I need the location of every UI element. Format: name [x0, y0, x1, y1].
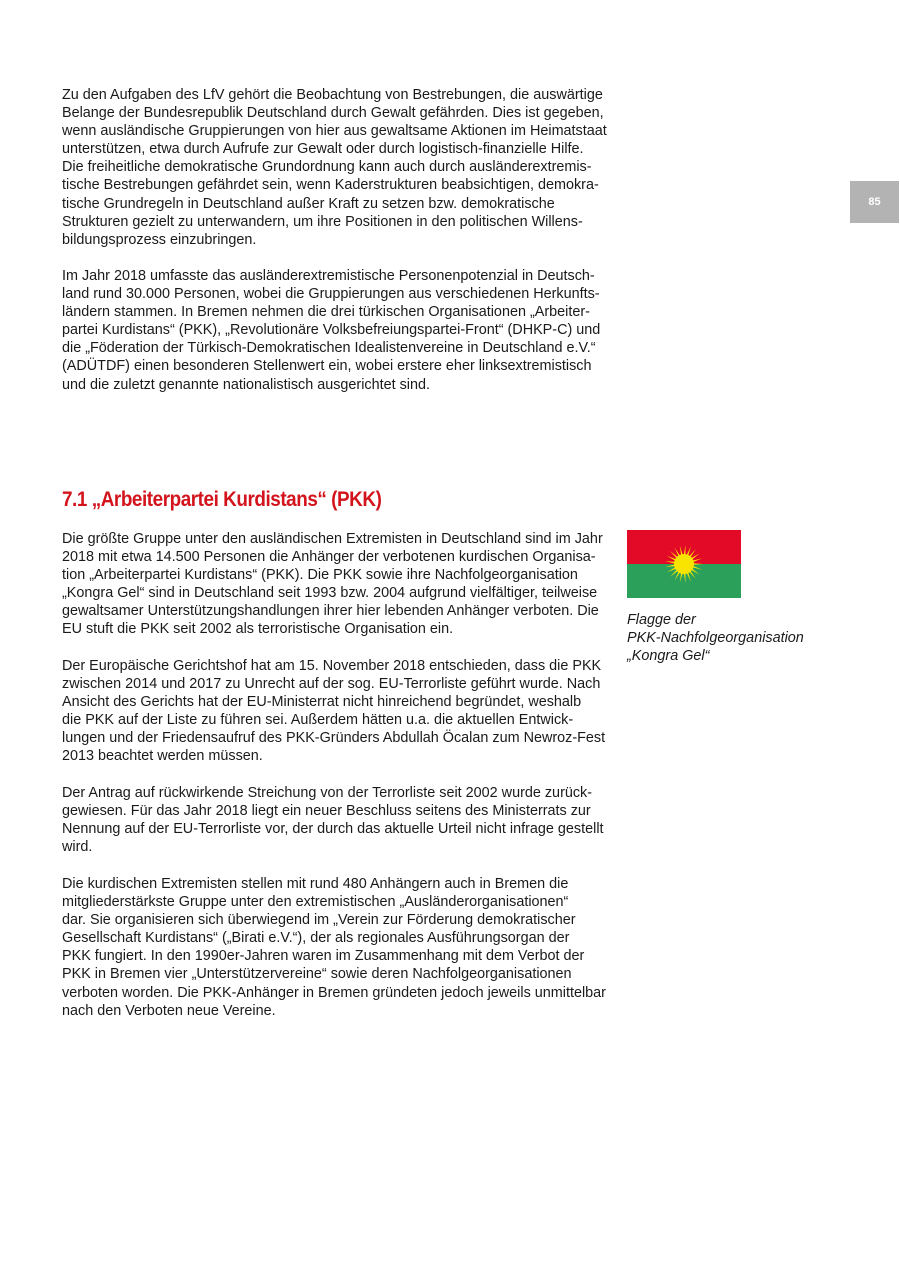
flag-sun: [674, 554, 694, 574]
page-number: 85: [868, 196, 881, 208]
kongra-gel-flag-icon: [627, 530, 741, 598]
flag-graphic: [627, 530, 741, 598]
section-paragraph-4: Die kurdischen Extremisten stellen mit rund 480 Anhängern auch in Bremen die mitgliederstärkste Gruppe unter den extremistischen „Ausländerorganisationen“ dar. Sie organisieren sich überwiegend im „Verein zur Förderung demokratischer Gesellschaft Kurdistans“ („Birati e.V.“), der als regionales Ausführungsorgan der PKK fungiert. In den 1990er-Jahren waren im Zusammenhang mit dem Verbot der PKK in Bremen vier „Unterstützervereine“ sowie deren Nachfolgeorganisationen verboten worden. Die PKK-Anhänger in Bremen gründeten jedoch jeweils unmittelbar nach den Verboten neue Vereine.: [62, 876, 606, 1019]
section-paragraph-1: Die größte Gruppe unter den ausländischen Extremisten in Deutschland sind im Jahr 2018 mit etwa 14.500 Personen die Anhänger der verbotenen kurdischen Organisa- tion „Arbeiterpartei Kurdistans“ (PKK). Die PKK sowie ihre Nachfolgeorganisation „Kongra Gel“ sind in Deutschland seit 1993 bzw. 2004 aufgrund vielfältiger, teilweise gewaltsamer Unterstützungshandlungen ihrer hier lebenden Anhänger verboten. Die EU stuft die PKK seit 2002 als terroristische Organisation ein.: [62, 531, 603, 638]
intro-paragraph-1: Zu den Aufgaben des LfV gehört die Beobachtung von Bestrebungen, die auswärtige Belange der Bundesrepublik Deutschland durch Gewalt gefährden. Dies ist gegeben, wenn ausländische Gruppierungen von hier aus gewaltsame Aktionen im Heimatstaat unterstützen, etwa durch Aufrufe zur Gewalt oder durch logistisch-finanzielle Hilfe. Die freiheitliche demokratische Grundordnung kann auch durch ausländerextremis- tische Bestrebungen gefährdet sein, wenn Kaderstrukturen beabsichtigen, demokra- tische Grundregeln in Deutschland außer Kraft zu setzen bzw. demokratische Strukturen gezielt zu unterwandern, um ihre Positionen in den politischen Willens- bildungsprozess einzubringen.: [62, 87, 607, 248]
intro-paragraph-2: Im Jahr 2018 umfasste das ausländerextremistische Personenpotenzial in Deutsch- land rund 30.000 Personen, wobei die Gruppierungen aus verschiedenen Herkunfts- ländern stammen. In Bremen nehmen die drei türkischen Organisationen „Arbeiter- partei Kurdistans“ (PKK), „Revolutionäre Volksbefreiungspartei-Front“ (DHKP-C) und die „Föderation der Türkisch-Demokratischen Idealistenvereine in Deutschland e.V.“ (ADÜTDF) einen besonderen Stellenwert ein, wobei erstere eher linksextremistisch und die zuletzt genannte nationalistisch ausgerichtet sind.: [62, 268, 601, 393]
figure-caption: Flagge der PKK-Nachfolgeorganisation „Kongra Gel“: [627, 612, 804, 665]
page-number-tab: [850, 181, 899, 223]
section-heading: 7.1 „Arbeiterpartei Kurdistans“ (PKK): [62, 488, 382, 511]
section-paragraph-3: Der Antrag auf rückwirkende Streichung von der Terrorliste seit 2002 wurde zurück- gewiesen. Für das Jahr 2018 liegt ein neuer Beschluss seitens des Ministerrats zur Nennung auf der EU-Terrorliste vor, der durch das aktuelle Urteil nicht infrage gestellt wird.: [62, 785, 604, 856]
section-paragraph-2: Der Europäische Gerichtshof hat am 15. November 2018 entschieden, dass die PKK zwischen 2014 und 2017 zu Unrecht auf der sog. EU-Terrorliste geführt wurde. Nach Ansicht des Gerichts hat der EU-Ministerrat nicht hinreichend begründet, weshalb die PKK auf der Liste zu führen sei. Außerdem hätten u.a. die aktuellen Entwick- lungen und der Friedensaufruf des PKK-Gründers Abdullah Öcalan zum Newroz-Fest 2013 beachtet werden müssen.: [62, 658, 606, 765]
